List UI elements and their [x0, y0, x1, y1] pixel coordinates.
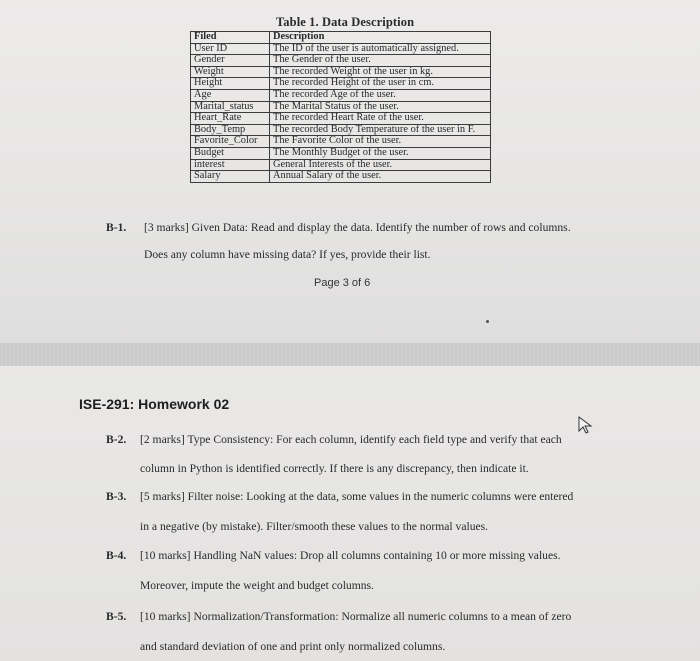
field-cell: Height: [191, 78, 270, 90]
field-cell: Salary: [191, 171, 270, 183]
table-header-row: [191, 32, 491, 44]
speck: [486, 320, 489, 323]
table-row: [191, 43, 491, 55]
field-cell: Body_Temp: [191, 124, 270, 136]
question-number: B-1.: [106, 221, 127, 234]
question-number: B-2.: [106, 433, 127, 446]
question-number: B-4.: [106, 549, 127, 562]
field-cell: Marital_status: [191, 101, 270, 113]
field-cell: User ID: [191, 43, 270, 55]
table-row: [191, 55, 491, 67]
question-number: B-5.: [106, 610, 127, 623]
table-row: [191, 159, 491, 171]
description-cell: The ID of the user is automatically assigned.: [270, 43, 491, 55]
question-text-line2: in a negative (by mistake). Filter/smooth these values to the normal values.: [140, 520, 489, 533]
mouse-cursor-icon: [577, 415, 595, 435]
field-cell: Favorite_Color: [191, 136, 270, 148]
column-header-field: Filed: [191, 32, 270, 44]
table-row: [191, 78, 491, 90]
question-text-line2: and standard deviation of one and print only normalized columns.: [140, 640, 446, 653]
question-text-line2: Does any column have missing data? If yes, provide their list.: [144, 248, 431, 261]
question-text-line1: [3 marks] Given Data: Read and display the data. Identify the number of rows and columns.: [144, 221, 571, 234]
description-cell: Annual Salary of the user.: [270, 171, 491, 183]
table-row: [191, 101, 491, 113]
description-cell: The Marital Status of the user.: [270, 101, 491, 113]
table-title: Table 1. Data Description: [276, 15, 415, 29]
table-row: [191, 113, 491, 125]
field-cell: Budget: [191, 147, 270, 159]
homework-header: ISE-291: Homework 02: [79, 396, 230, 412]
page-gap: [0, 343, 700, 366]
description-cell: The recorded Body Temperature of the user in F.: [270, 124, 491, 136]
description-cell: The recorded Age of the user.: [270, 89, 491, 101]
table-row: [191, 136, 491, 148]
table-row: [191, 147, 491, 159]
page-number: Page 3 of 6: [314, 277, 371, 289]
field-cell: interest: [191, 159, 270, 171]
table-row: [191, 89, 491, 101]
table-row: [191, 124, 491, 136]
question-text-line1: [5 marks] Filter noise: Looking at the data, some values in the numeric columns were entered: [140, 490, 574, 503]
description-cell: The recorded Heart Rate of the user.: [270, 113, 491, 125]
field-cell: Age: [191, 89, 270, 101]
question-number: B-3.: [106, 490, 127, 503]
question-text-line1: [10 marks] Normalization/Transformation: Normalize all numeric columns to a mean of zero: [140, 610, 572, 623]
table-row: [191, 66, 491, 78]
question-text-line2: column in Python is identified correctly. If there is any discrepancy, then indicate it.: [140, 462, 529, 475]
description-cell: The recorded Height of the user in cm.: [270, 78, 491, 90]
description-cell: The recorded Weight of the user in kg.: [270, 66, 491, 78]
question-text-line1: [10 marks] Handling NaN values: Drop all columns containing 10 or more missing values.: [140, 549, 561, 562]
question-text-line1: [2 marks] Type Consistency: For each column, identify each field type and verify that each: [140, 433, 562, 446]
description-cell: The Favorite Color of the user.: [270, 136, 491, 148]
column-header-description: Description: [270, 32, 491, 44]
description-cell: The Monthly Budget of the user.: [270, 147, 491, 159]
description-cell: The Gender of the user.: [270, 55, 491, 67]
field-cell: Weight: [191, 66, 270, 78]
question-text-line2: Moreover, impute the weight and budget columns.: [140, 579, 374, 592]
data-description-table: [190, 31, 491, 183]
field-cell: Gender: [191, 55, 270, 67]
field-cell: Heart_Rate: [191, 113, 270, 125]
description-cell: General Interests of the user.: [270, 159, 491, 171]
table-row: [191, 171, 491, 183]
